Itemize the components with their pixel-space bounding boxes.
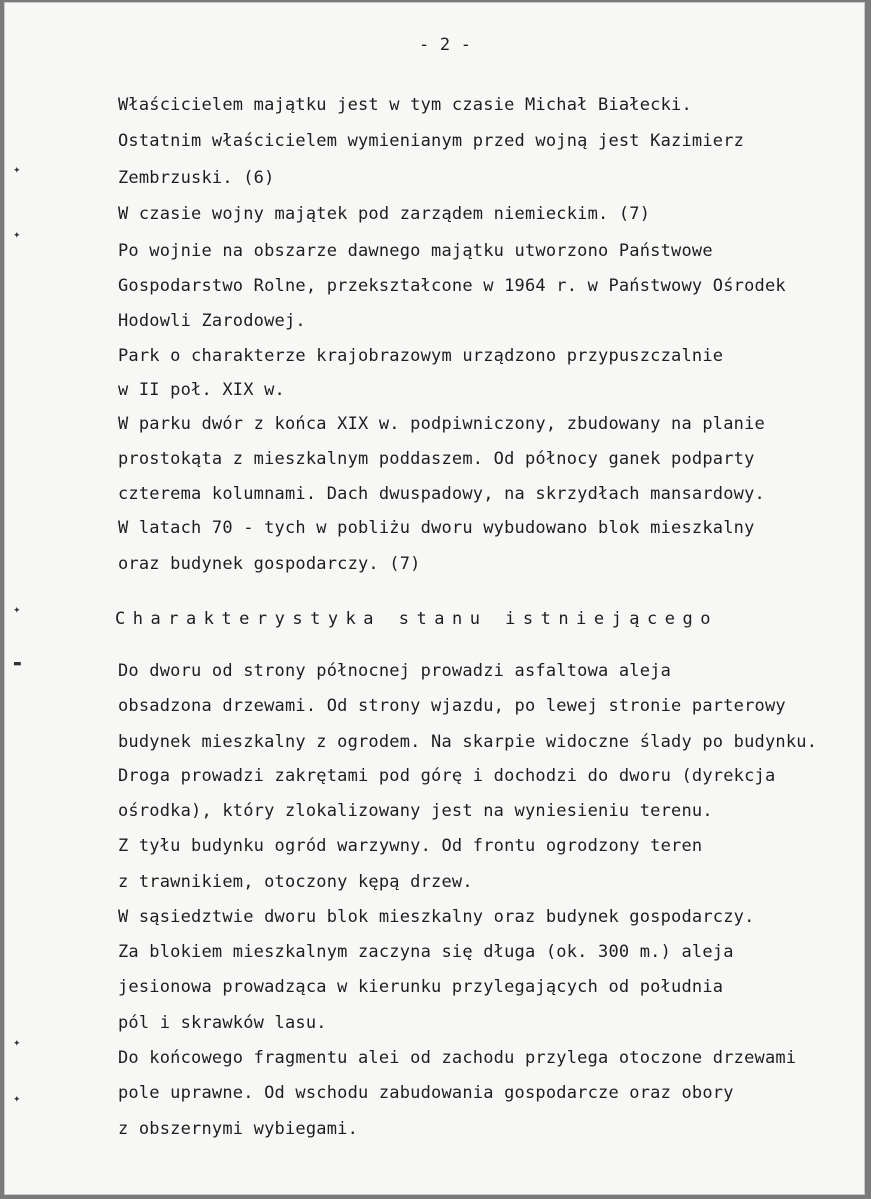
margin-mark-icon: ✦ bbox=[13, 1039, 21, 1049]
text-line: oraz budynek gospodarczy. (7) bbox=[118, 554, 421, 574]
text-line: Gospodarstwo Rolne, przekształcone w 1964 r. w Państwowy Ośrodek bbox=[118, 276, 786, 296]
text-line: W parku dwór z końca XIX w. podpiwniczony, zbudowany na planie bbox=[118, 414, 765, 434]
margin-mark-icon: ✦ bbox=[13, 1095, 21, 1105]
margin-mark-icon: ✦ bbox=[13, 166, 21, 176]
text-line: z trawnikiem, otoczony kępą drzew. bbox=[118, 872, 473, 892]
margin-mark-icon: ✦ bbox=[13, 606, 21, 616]
text-line: Właścicielem majątku jest w tym czasie Michał Białecki. bbox=[118, 95, 692, 115]
text-line: Ostatnim właścicielem wymienianym przed wojną jest Kazimierz bbox=[118, 131, 745, 151]
text-line: budynek mieszkalny z ogrodem. Na skarpie widoczne ślady po budynku. bbox=[118, 732, 818, 752]
text-line: prostokąta z mieszkalnym poddaszem. Od północy ganek podparty bbox=[118, 449, 755, 469]
margin-mark-icon: ✦ bbox=[13, 231, 21, 241]
text-line: W sąsiedztwie dworu blok mieszkalny oraz budynek gospodarczy. bbox=[118, 907, 755, 927]
text-line: W czasie wojny majątek pod zarządem niemieckim. (7) bbox=[118, 204, 651, 224]
text-line: Po wojnie na obszarze dawnego majątku utworzono Państwowe bbox=[118, 241, 713, 261]
section-heading: Charakterystyka stanu istniejącego bbox=[115, 609, 718, 629]
text-line: Park o charakterze krajobrazowym urządzono przypuszczalnie bbox=[118, 346, 724, 366]
text-line: Z tyłu budynku ogród warzywny. Od frontu ogrodzony teren bbox=[118, 836, 703, 856]
page-number: - 2 - bbox=[419, 35, 472, 55]
text-line: czterema kolumnami. Dach dwuspadowy, na skrzydłach mansardowy. bbox=[118, 484, 765, 504]
text-line: Do końcowego fragmentu alei od zachodu przylega otoczone drzewami bbox=[118, 1048, 797, 1068]
text-line: z obszernymi wybiegami. bbox=[118, 1119, 359, 1139]
text-line: Do dworu od strony północnej prowadzi asfaltowa aleja bbox=[118, 661, 672, 681]
text-line: obsadzona drzewami. Od strony wjazdu, po lewej stronie parterowy bbox=[118, 696, 786, 716]
text-line: w II poł. XIX w. bbox=[118, 380, 285, 400]
text-line: Zembrzuski. (6) bbox=[118, 168, 275, 188]
text-line: pole uprawne. Od wschodu zabudowania gospodarcze oraz obory bbox=[118, 1083, 734, 1103]
text-line: pól i skrawków lasu. bbox=[118, 1013, 327, 1033]
text-line: W latach 70 - tych w pobliżu dworu wybudowano blok mieszkalny bbox=[118, 518, 755, 538]
text-line: ośrodka), który zlokalizowany jest na wyniesieniu terenu. bbox=[118, 801, 713, 821]
text-line: Hodowli Zarodowej. bbox=[118, 311, 306, 331]
text-line: jesionowa prowadząca w kierunku przylegających od południa bbox=[118, 977, 724, 997]
text-line: Za blokiem mieszkalnym zaczyna się długa (ok. 300 m.) aleja bbox=[118, 942, 734, 962]
margin-mark-icon: ▬ bbox=[13, 659, 22, 669]
document-page bbox=[4, 2, 865, 1195]
text-line: Droga prowadzi zakrętami pod górę i dochodzi do dworu (dyrekcja bbox=[118, 766, 776, 786]
